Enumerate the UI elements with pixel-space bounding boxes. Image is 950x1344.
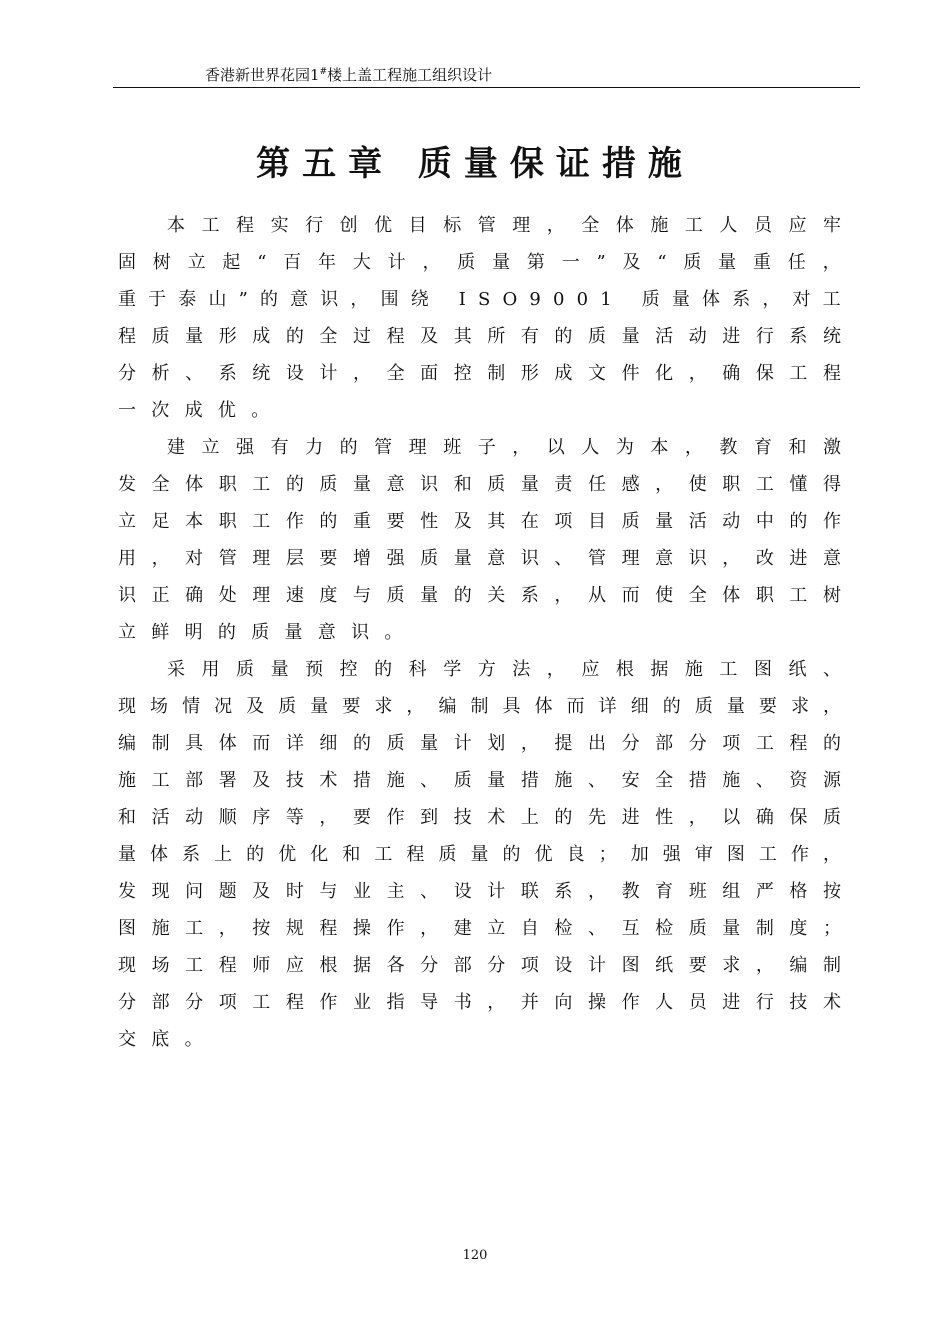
text-line: 本工程实行创优目标管理，全体施工人员应牢 [167,215,858,236]
header-rule [113,87,860,88]
text-line: 施工部署及技术措施、质量措施、安全措施、资源 [118,770,857,791]
text-line: 图施工，按规程操作，建立自检、互检质量制度； [118,918,857,939]
text-line: 分部分项工程作业指导书，并向操作人员进行技术 [118,992,857,1013]
text-line: 立鲜明的质量意识。 [118,622,418,643]
text-line: 固树立起“百年大计，质量第一”及“质量重任， [118,252,858,273]
running-header [205,64,492,85]
text-line: 现场工程师应根据各分部分项设计图纸要求，编制 [118,955,857,976]
header-title-prefix: 香港新世界花园1 [205,66,320,84]
text-line: 建立强有力的管理班子，以人为本，教育和激 [167,437,858,458]
text-line: 发全体职工的质量意识和质量责任感，使职工懂得 [118,474,857,495]
text-line: 现场情况及质量要求，编制具体而详细的质量要求， [118,696,856,717]
text-line: 重于泰山”的意识，围绕 ISO9001 质量体系，对工 [118,289,853,310]
text-line: 和活动顺序等，要作到技术上的先进性，以确保质 [118,807,857,828]
chapter-title: 第五章 质量保证措施 [256,144,694,184]
text-line: 编制具体而详细的质量计划，提出分部分项工程的 [118,733,857,754]
text-line: 用，对管理层要增强质量意识、管理意识，改进意 [118,548,857,569]
text-line: 采用质量预控的科学方法，应根据施工图纸、 [167,659,858,680]
header-title-sup: # [319,67,328,77]
header-title-suffix: 楼上盖工程施工组织设计 [327,66,493,84]
text-line: 交底。 [118,1029,218,1050]
text-line: 立足本职工作的重要性及其在项目质量活动中的作 [118,511,857,532]
text-line: 一次成优。 [118,400,285,421]
text-line: 分析、系统设计，全面控制形成文件化，确保工程 [118,363,857,384]
text-line: 识正确处理速度与质量的关系，从而使全体职工树 [118,585,857,606]
text-line: 量体系上的优化和工程质量的优良；加强审图工作， [118,844,856,865]
text-line: 发现问题及时与业主、设计联系，教育班组严格按 [118,881,857,902]
text-line: 程质量形成的全过程及其所有的质量活动进行系统 [118,326,857,347]
page-number: 120 [462,1248,488,1263]
